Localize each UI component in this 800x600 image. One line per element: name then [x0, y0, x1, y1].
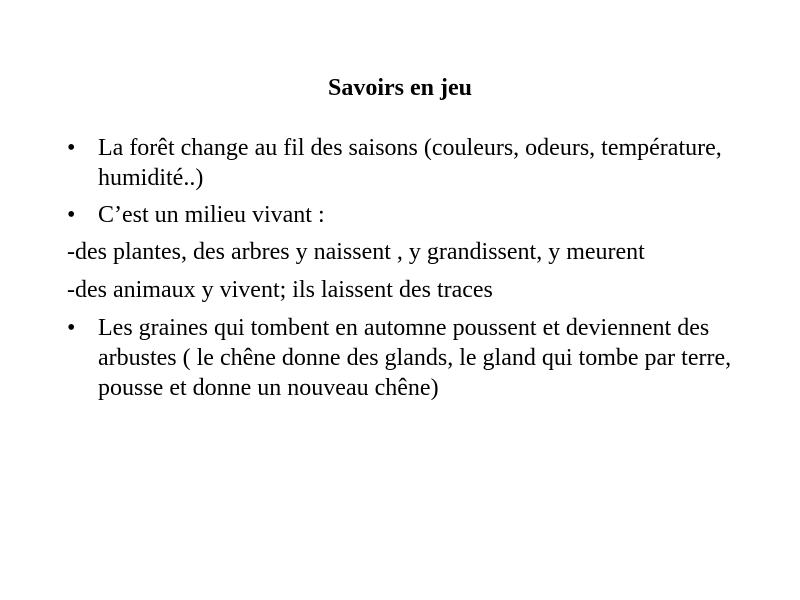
bullet-item — [67, 133, 767, 193]
bullet-marker: • — [67, 315, 76, 341]
bullet-text: Les graines qui tombent en automne poussent et deviennent des arbustes ( le chêne donne des glands, le gland qui tombe par terre, pousse et donne un nouveau chêne) — [98, 315, 732, 401]
slide-title: Savoirs en jeu — [328, 75, 472, 101]
bullet-marker: • — [67, 135, 76, 161]
bullet-item — [67, 313, 767, 403]
bullet-item — [67, 200, 767, 230]
bullet-text: C’est un milieu vivant : — [98, 202, 325, 228]
dash-line: -des plantes, des arbres y naissent , y grandissent, y meurent — [67, 239, 645, 265]
dash-line: -des animaux y vivent; ils laissent des traces — [67, 277, 493, 303]
bullet-text: La forêt change au fil des saisons (couleurs, odeurs, température, humidité..) — [98, 135, 722, 191]
bullet-marker: • — [67, 202, 76, 228]
slide-content — [67, 133, 767, 411]
